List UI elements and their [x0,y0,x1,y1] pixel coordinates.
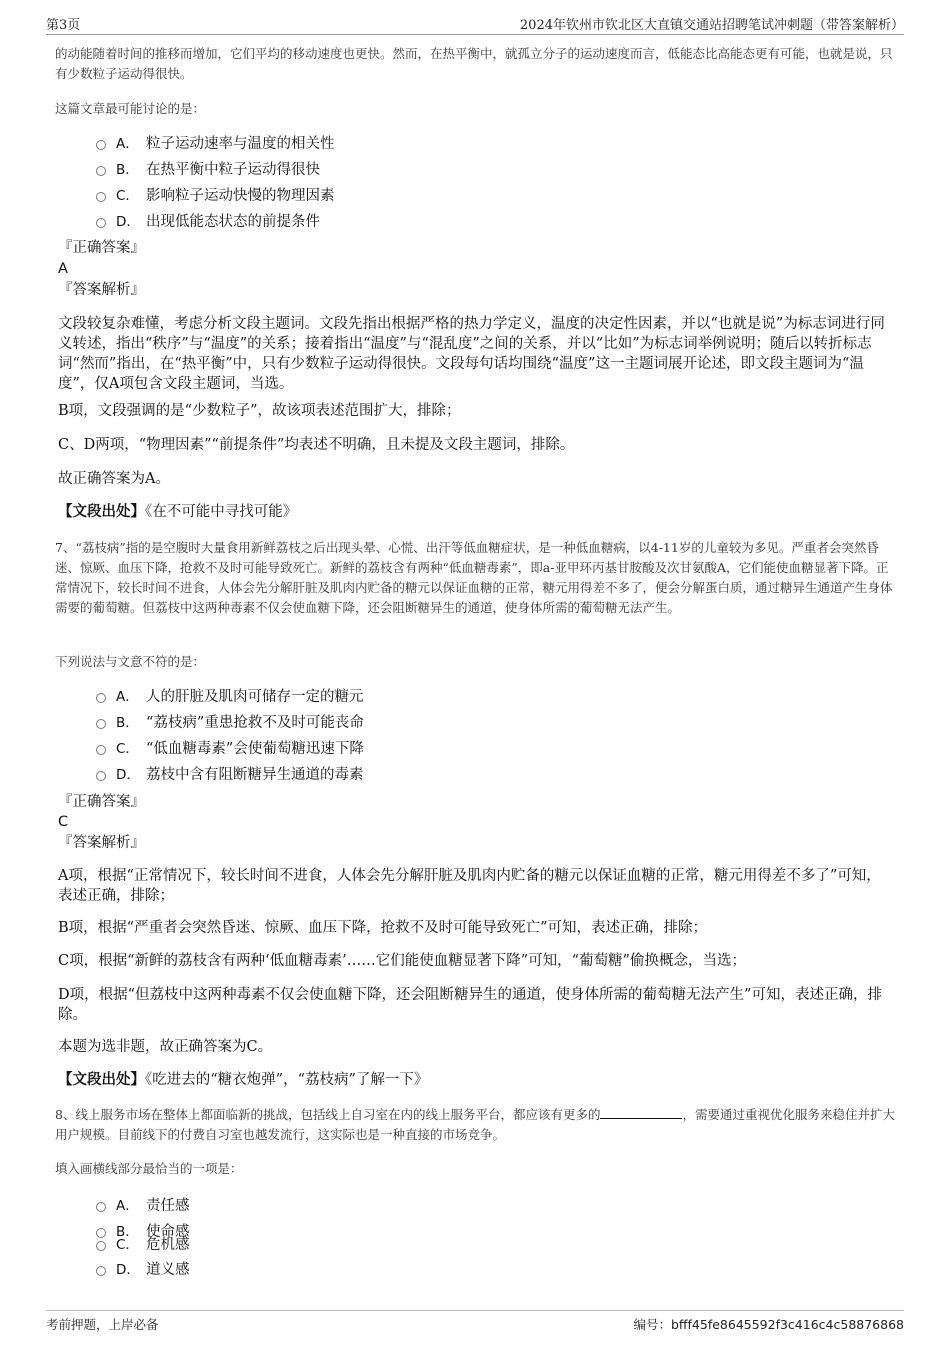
q7-source: 【文段出处】《吃进去的“糖衣炮弹”，“荔枝病”了解一下》 [58,1071,429,1088]
fill-blank-line [600,1106,682,1119]
q8-stem: 8、线上服务市场在整体上都面临新的挑战，包括线上自习室在内的线上服务平台，都应该有更多的 ，需要通过重视优化服务来稳住并扩大用户规模。目前线下的付费自习室也越发流行，这实际也是一种直接的市场竞争。 [55,1107,895,1142]
q8-option-d[interactable]: D． 道义感 [96,1260,190,1280]
page-footer [46,1310,904,1335]
q6-passage-tail: 的动能随着时间的推移而增加，它们平均的移动速度也更快。然而，在热平衡中，就孤立分子的运动速度而言，低能态比高能态更有可能，也就是说，只有少数粒子运动得很快。 [55,46,893,81]
footer-slogan: 考前押题，上岸必备 [46,1317,159,1332]
radio-icon[interactable] [96,218,106,228]
q7-option-b[interactable]: B． “荔枝病”重患抢救不及时可能丧命 [96,713,364,733]
q7-analysis-b: B项，根据“严重者会突然昏迷、惊厥、血压下降，抢救不及时可能导致死亡”可知，表述正确，排除； [58,920,707,936]
document-code: 编号：bfff45fe8645592f3c416c4c58876868 [633,1317,904,1332]
radio-icon[interactable] [96,140,106,150]
radio-icon[interactable] [96,192,106,202]
radio-icon[interactable] [96,1202,106,1212]
q6-option-b[interactable]: B． 在热平衡中粒子运动得很快 [96,160,320,180]
q7-option-c[interactable]: C． “低血糖毒素”会使葡萄糖迅速下降 [96,739,364,759]
q7-analysis-conclusion: 本题为选非题，故正确答案为C。 [58,1039,273,1055]
q7-answer-label: 『正确答案』 [58,794,145,810]
q6-answer: A [58,261,68,277]
q6-answer-label: 『正确答案』 [58,240,145,256]
q8-option-c[interactable]: C． 危机感 [96,1235,190,1255]
q8-question: 填入画横线部分最恰当的一项是： [55,1161,243,1176]
q7-analysis-label: 『答案解析』 [58,835,145,851]
radio-icon[interactable] [96,745,106,755]
q6-option-a[interactable]: A． 粒子运动速率与温度的相关性 [96,134,335,154]
q6-analysis-cd: C、D两项，“物理因素”“前提条件”均表述不明确，且未提及文段主题词，排除。 [58,437,575,453]
q6-option-d[interactable]: D． 出现低能态状态的前提条件 [96,212,320,232]
q8-option-a[interactable]: A． 责任感 [96,1196,190,1216]
radio-icon[interactable] [96,1266,106,1276]
q7-analysis-a: A项，根据“正常情况下，较长时间不进食，人体会先分解肝脏及肌肉内贮备的糖元以保证血糖的正常，糖元用得差不多了”可知，表述正确，排除； [58,868,881,904]
q7-question: 下列说法与文意不符的是： [55,654,206,669]
q7-option-d[interactable]: D． 荔枝中含有阻断糖异生通道的毒素 [96,765,364,785]
q6-analysis-b: B项，文段强调的是“少数粒子”，故该项表述范围扩大，排除； [58,403,461,419]
q7-stem: 7、“荔枝病”指的是空腹时大量食用新鲜荔枝之后出现头晕、心慌、出汗等低血糖症状，是一种低血糖病，以4-11岁的儿童较为多见。严重者会突然昏迷、惊厥、血压下降，抢救不及时可能导致死亡。新鲜的荔枝含有两种“低血糖毒素”，即a-亚甲环丙基甘胺酸及次甘氨酸A，它们能使血糖显著下降。正常情况下，较长时间不进食，人体会先分解肝脏及肌肉内贮备的糖元以保证血糖的正常，糖元用得差不多了，便会分解蛋白质，通过糖异生通道产生身体需要的葡萄糖。但荔枝中这两种毒素不仅会使血糖下降，还会阻断糖异生的通道，使身体所需的葡萄糖无法产生。 [55,540,893,615]
radio-icon[interactable] [96,771,106,781]
q6-source: 【文段出处】《在不可能中寻找可能》 [58,503,298,520]
q7-analysis-d: D项，根据“但荔枝中这两种毒素不仅会使血糖下降，还会阻断糖异生的通道，使身体所需的葡萄糖无法产生”可知，表述正确，排除。 [58,987,882,1023]
radio-icon[interactable] [96,1241,106,1251]
q6-option-c[interactable]: C． 影响粒子运动快慢的物理因素 [96,186,335,206]
q7-option-a[interactable]: A． 人的肝脏及肌肉可储存一定的糖元 [96,687,364,707]
q6-analysis-main: 文段较复杂难懂，考虑分析文段主题词。文段先指出根据严格的热力学定义，温度的决定性因素，并以“也就是说”为标志词进行同义转述，指出“秩序”与“温度”的关系；接着指出“温度”与“混乱度”之间的关系，并以“比如”为标志词举例说明；随后以转折标志词“然而”指出，在“热平衡”中，只有少数粒子运动得很快。文段每句话均围绕“温度”这一主题词展开论述，即文段主题词为“温度”，仅A项包含文段主题词，当选。 [58,316,885,392]
radio-icon[interactable] [96,719,106,729]
radio-icon[interactable] [96,166,106,176]
q6-analysis-conclusion: 故正确答案为A。 [58,471,170,487]
radio-icon[interactable] [96,693,106,703]
page-header [46,14,904,35]
q8-option-b[interactable]: B． 使命感 [96,1222,190,1242]
q6-analysis-label: 『答案解析』 [58,282,145,298]
q7-answer: C [58,814,69,830]
q7-analysis-c: C项，根据“新鲜的荔枝含有两种‘低血糖毒素’……它们能使血糖显著下降”可知，“葡萄糖”偷换概念，当选； [58,953,746,969]
q6-question: 这篇文章最可能讨论的是： [55,101,206,116]
page-number: 第3页 [46,18,81,33]
document-title: 2024年钦州市钦北区大直镇交通站招聘笔试冲刺题（带答案解析） [519,18,904,33]
